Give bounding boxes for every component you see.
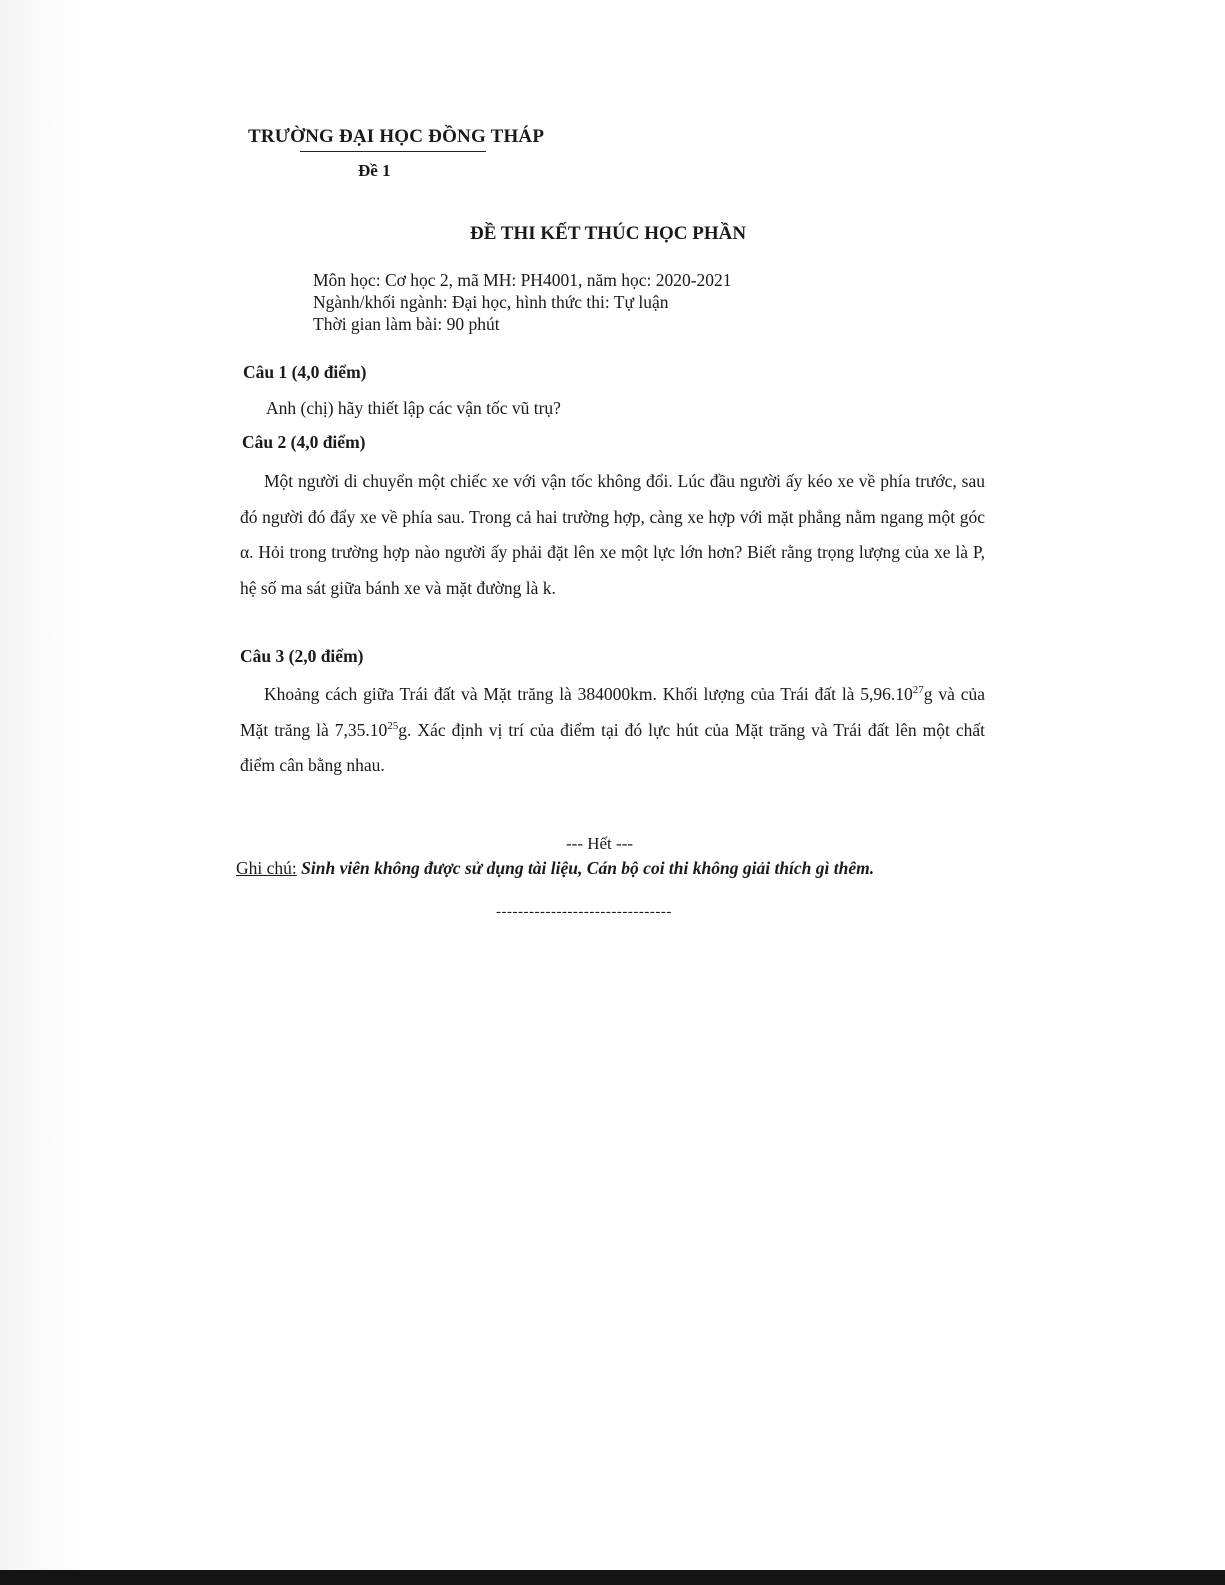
end-marker: --- Hết ---: [566, 834, 634, 853]
question-3-label: Câu 3: [240, 646, 285, 666]
note-text: Sinh viên không được sử dụng tài liệu, Cán bộ coi thi không giải thích gì thêm.: [301, 858, 875, 878]
question-3-heading: [240, 646, 363, 667]
question-3-text: [240, 677, 985, 784]
question-3-text-part3: g. Xác định vị trí của điểm tại đó lực hút của Mặt trăng và Trái đất lên một chất điểm cân bằng nhau.: [240, 719, 985, 775]
earth-mass-exponent: 27: [912, 684, 924, 697]
question-2-label: Câu 2: [242, 432, 287, 452]
question-2-points: (4,0 điểm): [290, 432, 366, 452]
question-2-text: Một người di chuyển một chiếc xe với vận tốc không đổi. Lúc đầu người ấy kéo xe về phía trước, sau đó người đó đẩy xe về phía sau. Trong cả hai trường hợp, càng xe hợp với mặt phẳng nằm ngang một góc α. Hỏi trong trường hợp nào người ấy phải đặt lên xe một lực lớn hơn? Biết rằng trọng lượng của xe là P, hệ số ma sát giữa bánh xe và mặt đường là k.: [240, 471, 985, 598]
question-1-heading: [243, 362, 366, 383]
question-3-text-part2: g và của Mặt trăng là 7,35.10: [240, 684, 985, 740]
note-label: Ghi chú:: [236, 858, 297, 878]
closing-dash-line: --------------------------------: [496, 904, 672, 920]
school-name: TRƯỜNG ĐẠI HỌC ĐỒNG THÁP: [248, 126, 545, 147]
info-major: Ngành/khối ngành: Đại học, hình thức thi: Tự luận: [313, 292, 669, 312]
exam-code: Đề 1: [358, 161, 391, 180]
question-3-points: (2,0 điểm): [288, 646, 364, 666]
moon-mass-exponent: 25: [387, 719, 399, 732]
scan-shadow: [0, 0, 80, 1585]
question-1-label: Câu 1: [243, 362, 288, 382]
question-1-text: Anh (chị) hãy thiết lập các vận tốc vũ trụ?: [266, 398, 561, 418]
scan-bottom-edge: [0, 1570, 1225, 1585]
info-subject: Môn học: Cơ học 2, mã MH: PH4001, năm học: 2020-2021: [313, 270, 732, 290]
exam-note: [236, 858, 874, 879]
question-1-points: (4,0 điểm): [291, 362, 367, 382]
question-2-heading: [242, 432, 365, 453]
exam-title: ĐỀ THI KẾT THÚC HỌC PHẦN: [470, 223, 747, 244]
info-duration: Thời gian làm bài: 90 phút: [313, 314, 500, 334]
school-underline: [300, 151, 486, 152]
question-3-text-part1: Khoảng cách giữa Trái đất và Mặt trăng là 384000km. Khối lượng của Trái đất là 5,96.10: [264, 684, 913, 704]
